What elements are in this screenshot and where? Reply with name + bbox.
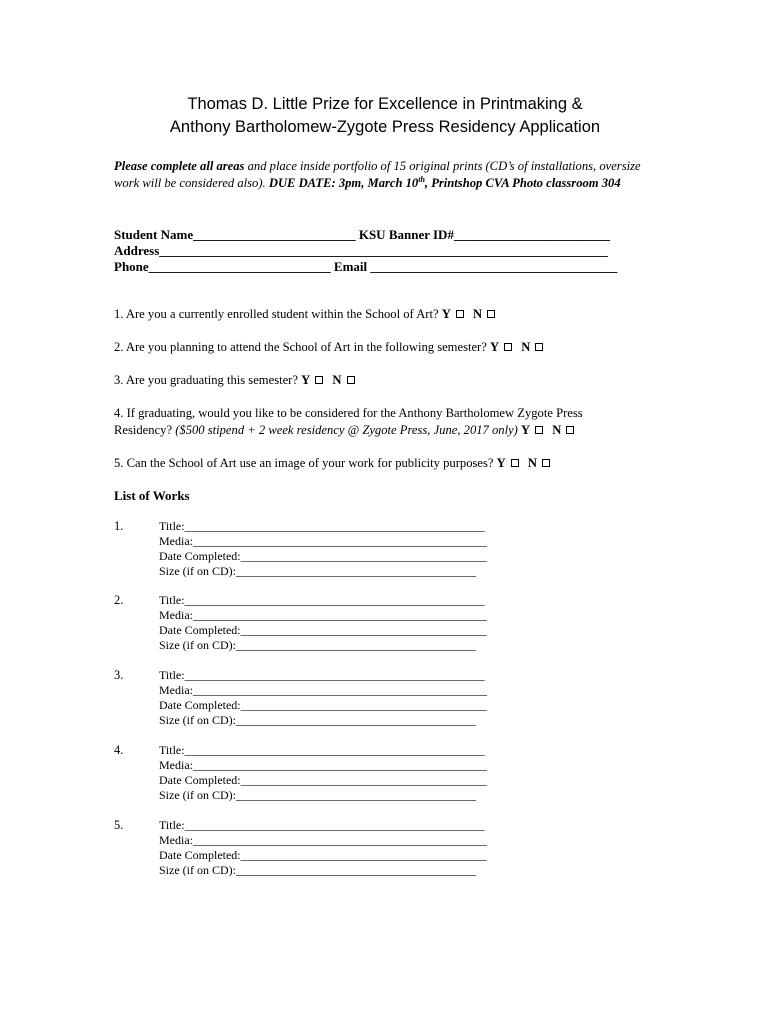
work-size-field[interactable]: Size (if on CD):________________________________________: [159, 863, 476, 877]
yes-label: Y: [490, 340, 500, 354]
address-line[interactable]: Address_____________________________________________________________________: [114, 243, 608, 258]
work-date-field[interactable]: Date Completed:_________________________________________: [159, 623, 487, 637]
work-media-field[interactable]: Media:_________________________________________________: [159, 683, 487, 697]
work-media-field[interactable]: Media:_________________________________________________: [159, 608, 487, 622]
work-title-field[interactable]: Title:__________________________________________________: [159, 743, 485, 757]
q4-yes-checkbox[interactable]: [535, 426, 543, 434]
no-label: N: [552, 423, 562, 437]
due-date-suffix: th: [418, 174, 425, 184]
no-label: N: [332, 373, 342, 387]
question-4: [114, 405, 654, 439]
due-location: , Printshop CVA Photo classroom 304: [424, 176, 621, 190]
work-media-field[interactable]: Media:_________________________________________________: [159, 534, 487, 548]
work-title-field[interactable]: Title:__________________________________________________: [159, 593, 485, 607]
yes-label: Y: [301, 373, 311, 387]
work-size-field[interactable]: Size (if on CD):________________________________________: [159, 638, 476, 652]
question-1: [114, 306, 654, 323]
work-date-field[interactable]: Date Completed:_________________________________________: [159, 773, 487, 787]
question-4-text-line-2: Residency?: [114, 423, 176, 437]
yes-label: Y: [521, 423, 531, 437]
question-5: [114, 455, 654, 472]
work-number: 5.: [114, 818, 124, 832]
title-line-2: Anthony Bartholomew-Zygote Press Residency Application: [169, 118, 601, 136]
question-2: [114, 339, 654, 356]
q1-no-checkbox[interactable]: [487, 310, 495, 318]
residency-note: ($500 stipend + 2 week residency @ Zygote Press, June, 2017 only): [175, 423, 518, 437]
q5-no-checkbox[interactable]: [542, 459, 550, 467]
question-3: [114, 372, 654, 389]
q5-yes-checkbox[interactable]: [511, 459, 519, 467]
title-line-1: Thomas D. Little Prize for Excellence in Printmaking &: [187, 95, 583, 113]
work-title-field[interactable]: Title:__________________________________________________: [159, 519, 485, 533]
work-title-field[interactable]: Title:__________________________________________________: [159, 668, 485, 682]
instructions-emphasis: Please complete all areas: [114, 159, 245, 173]
question-4-line-2: [114, 422, 654, 439]
question-1-text: 1. Are you a currently enrolled student within the School of Art?: [114, 307, 439, 321]
question-5-text: 5. Can the School of Art use an image of your work for publicity purposes?: [114, 456, 494, 470]
work-size-field[interactable]: Size (if on CD):________________________________________: [159, 713, 476, 727]
work-number: 2.: [114, 593, 124, 607]
work-number: 4.: [114, 743, 124, 757]
work-date-field[interactable]: Date Completed:_________________________________________: [159, 848, 487, 862]
work-size-field[interactable]: Size (if on CD):________________________________________: [159, 788, 476, 802]
instructions-text: and place inside portfolio of 15 original prints (CD’s of installations, oversize work will be considered also).: [114, 159, 641, 190]
work-number: 1.: [114, 519, 124, 533]
instructions: [114, 158, 654, 192]
q4-no-checkbox[interactable]: [566, 426, 574, 434]
work-media-field[interactable]: Media:_________________________________________________: [159, 758, 487, 772]
question-2-text: 2. Are you planning to attend the School of Art in the following semester?: [114, 340, 487, 354]
question-4-text-line-1: 4. If graduating, would you like to be considered for the Anthony Bartholomew Zygote Press: [114, 406, 583, 420]
q3-yes-checkbox[interactable]: [315, 376, 323, 384]
q2-yes-checkbox[interactable]: [504, 343, 512, 351]
work-title-field[interactable]: Title:__________________________________________________: [159, 818, 485, 832]
yes-label: Y: [441, 307, 451, 321]
phone-email-line[interactable]: Phone____________________________ Email ______________________________________: [114, 259, 618, 274]
work-date-field[interactable]: Date Completed:_________________________________________: [159, 698, 487, 712]
q1-yes-checkbox[interactable]: [456, 310, 464, 318]
question-3-text: 3. Are you graduating this semester?: [114, 373, 298, 387]
work-size-field[interactable]: Size (if on CD):________________________________________: [159, 564, 476, 578]
q2-no-checkbox[interactable]: [535, 343, 543, 351]
student-name-id-line[interactable]: Student Name_________________________ KSU Banner ID#________________________: [114, 227, 610, 242]
no-label: N: [521, 340, 531, 354]
due-date: [269, 176, 621, 190]
work-number: 3.: [114, 668, 124, 682]
list-of-works-heading: List of Works: [114, 488, 190, 503]
work-date-field[interactable]: Date Completed:_________________________________________: [159, 549, 487, 563]
no-label: N: [527, 456, 538, 470]
no-label: N: [473, 307, 483, 321]
q3-no-checkbox[interactable]: [347, 376, 355, 384]
yes-label: Y: [496, 456, 506, 470]
work-media-field[interactable]: Media:_________________________________________________: [159, 833, 487, 847]
form-title: [0, 93, 770, 139]
due-date-text: DUE DATE: 3pm, March 10: [268, 176, 419, 190]
